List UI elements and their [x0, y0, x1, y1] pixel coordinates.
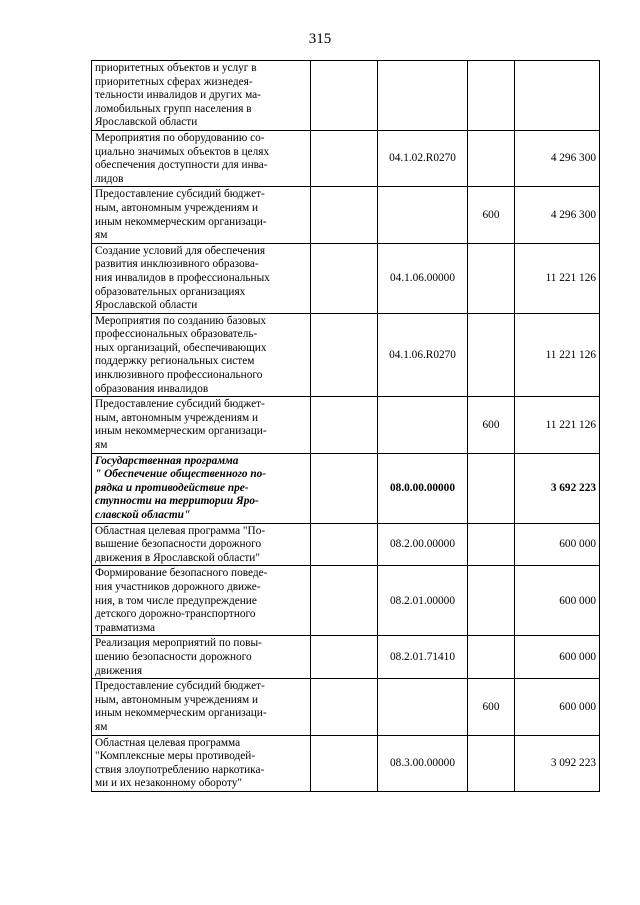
row-sum: 3 092 223 [515, 735, 600, 791]
row-expense-type [468, 130, 515, 186]
row-name [92, 679, 311, 735]
row-empty-cell [311, 636, 378, 679]
row-name [92, 243, 311, 313]
row-name-line: ным, автономным учреждениям и [95, 201, 259, 214]
row-name-line: ния инвалидов в профессиональных [95, 271, 270, 284]
row-empty-cell [311, 313, 378, 397]
row-name [92, 636, 311, 679]
row-name-line: поддержку региональных систем [95, 355, 255, 368]
row-sum: 11 221 126 [515, 243, 600, 313]
row-empty-cell [311, 130, 378, 186]
row-name-line: ным, автономным учреждениям и [95, 693, 259, 706]
row-name-line: рядка и противодействие пре- [95, 481, 249, 494]
row-name-line: Предоставление субсидий бюджет- [95, 188, 265, 201]
row-sum: 4 296 300 [515, 187, 600, 243]
row-name-line: Мероприятия по созданию базовых [95, 314, 267, 327]
row-expense-type: 600 [468, 679, 515, 735]
row-code [378, 679, 468, 735]
row-name-line: Областная целевая программа "По- [95, 524, 266, 537]
row-name-line: Формирование безопасного поведе- [95, 567, 268, 580]
table-row [92, 397, 600, 453]
row-name-line: " Обеспечение общественного по- [95, 468, 267, 481]
table-row [92, 566, 600, 636]
table-row [92, 187, 600, 243]
row-code [378, 187, 468, 243]
row-name-line: шению безопасности дорожного [95, 650, 252, 663]
row-name-line: ям [95, 720, 108, 733]
row-code [378, 397, 468, 453]
row-sum: 600 000 [515, 636, 600, 679]
row-expense-type [468, 735, 515, 791]
row-name-line: Создание условий для обеспечения [95, 244, 266, 257]
row-name-line: ступности на территории Яро- [95, 495, 259, 508]
row-name-line: инклюзивного профессионального [95, 369, 263, 382]
row-name-line: ным, автономным учреждениям и [95, 411, 259, 424]
row-name-line: славской области" [95, 509, 191, 521]
row-name-line: образования инвалидов [95, 382, 209, 395]
row-name-line: профессиональных образователь- [95, 328, 258, 341]
row-expense-type [468, 636, 515, 679]
row-sum: 3 692 223 [515, 453, 600, 523]
row-name-line: движения в Ярославской области" [95, 551, 260, 564]
row-sum: 600 000 [515, 566, 600, 636]
row-name-line: приоритетных объектов и услуг в [95, 62, 257, 74]
row-sum: 4 296 300 [515, 130, 600, 186]
row-expense-type [468, 313, 515, 397]
row-empty-cell [311, 243, 378, 313]
table-row [92, 130, 600, 186]
row-expense-type [468, 566, 515, 636]
row-code: 04.1.06.R0270 [378, 313, 468, 397]
row-empty-cell [311, 523, 378, 566]
row-name [92, 397, 311, 453]
row-name-line: Областная целевая программа [95, 736, 241, 749]
row-code: 04.1.06.00000 [378, 243, 468, 313]
row-name-line: ям [95, 439, 108, 452]
row-name-line: детского дорожно-транспортного [95, 608, 256, 621]
row-name [92, 735, 311, 791]
table-row [92, 735, 600, 791]
row-name-line: образовательных организациях [95, 285, 246, 298]
table-row [92, 313, 600, 397]
row-empty-cell [311, 735, 378, 791]
row-name-line: движения [95, 664, 143, 677]
row-name-line: ми и их незаконному обороту" [95, 777, 243, 790]
row-name-line: ствия злоупотреблению наркотика- [95, 763, 265, 776]
row-code: 08.0.00.00000 [378, 453, 468, 523]
table-row [92, 523, 600, 566]
row-name-line: иным некоммерческим организаци- [95, 215, 267, 228]
row-name [92, 523, 311, 566]
row-name-line: Предоставление субсидий бюджет- [95, 680, 265, 693]
row-sum: 600 000 [515, 679, 600, 735]
row-name-line: ломобильных групп населения в [95, 102, 252, 115]
row-code: 08.2.01.71410 [378, 636, 468, 679]
table-row [92, 243, 600, 313]
row-sum: 600 000 [515, 523, 600, 566]
row-code: 08.2.01.00000 [378, 566, 468, 636]
row-name-line: "Комплексные меры противодей- [95, 750, 256, 763]
row-name-line: циально значимых объектов в целях [95, 145, 270, 158]
row-name [92, 453, 311, 523]
row-name-line: Ярославской области [95, 299, 198, 312]
row-name [92, 61, 311, 131]
row-expense-type [468, 243, 515, 313]
row-name-line: лидов [95, 172, 124, 185]
row-name-line: тельности инвалидов и других ма- [95, 89, 261, 102]
row-sum: 11 221 126 [515, 313, 600, 397]
row-name-line: развития инклюзивного образова- [95, 258, 259, 271]
table-row [92, 61, 600, 131]
row-code: 08.2.00.00000 [378, 523, 468, 566]
row-empty-cell [311, 453, 378, 523]
page-number: 315 [308, 31, 332, 47]
row-name-line: Реализация мероприятий по повы- [95, 637, 262, 650]
row-name-line: Мероприятия по оборудованию со- [95, 131, 265, 144]
row-name-line: Ярославской области [95, 116, 198, 129]
row-expense-type: 600 [468, 187, 515, 243]
row-empty-cell [311, 679, 378, 735]
row-expense-type [468, 523, 515, 566]
row-code: 08.3.00.00000 [378, 735, 468, 791]
budget-table [91, 60, 600, 792]
row-name-line: Предоставление субсидий бюджет- [95, 398, 265, 411]
row-expense-type: 600 [468, 397, 515, 453]
row-sum: 11 221 126 [515, 397, 600, 453]
row-name [92, 130, 311, 186]
row-name [92, 566, 311, 636]
row-name-line: вышение безопасности дорожного [95, 538, 262, 551]
row-sum [515, 61, 600, 131]
row-empty-cell [311, 61, 378, 131]
row-name-line: ния, в том числе предупреждение [95, 594, 257, 607]
row-name-line: обеспечения доступности для инва- [95, 159, 268, 172]
row-name [92, 313, 311, 397]
row-name-line: ям [95, 229, 108, 242]
row-empty-cell [311, 397, 378, 453]
row-name-line: травматизма [95, 621, 156, 634]
row-name [92, 187, 311, 243]
table-row [92, 679, 600, 735]
table-row [92, 636, 600, 679]
row-empty-cell [311, 187, 378, 243]
row-name-line: ния участников дорожного движе- [95, 580, 261, 593]
table-body [92, 61, 600, 792]
row-name-line: иным некоммерческим организаци- [95, 425, 267, 438]
table-row [92, 453, 600, 523]
row-name-line: иным некоммерческим организаци- [95, 707, 267, 720]
row-empty-cell [311, 566, 378, 636]
row-name-line: приоритетных сферах жизнедея- [95, 75, 253, 88]
row-expense-type [468, 61, 515, 131]
row-name-line: ных организаций, обеспечивающих [95, 341, 267, 354]
row-code: 04.1.02.R0270 [378, 130, 468, 186]
row-code [378, 61, 468, 131]
row-name-line: Государственная программа [95, 454, 239, 467]
row-expense-type [468, 453, 515, 523]
